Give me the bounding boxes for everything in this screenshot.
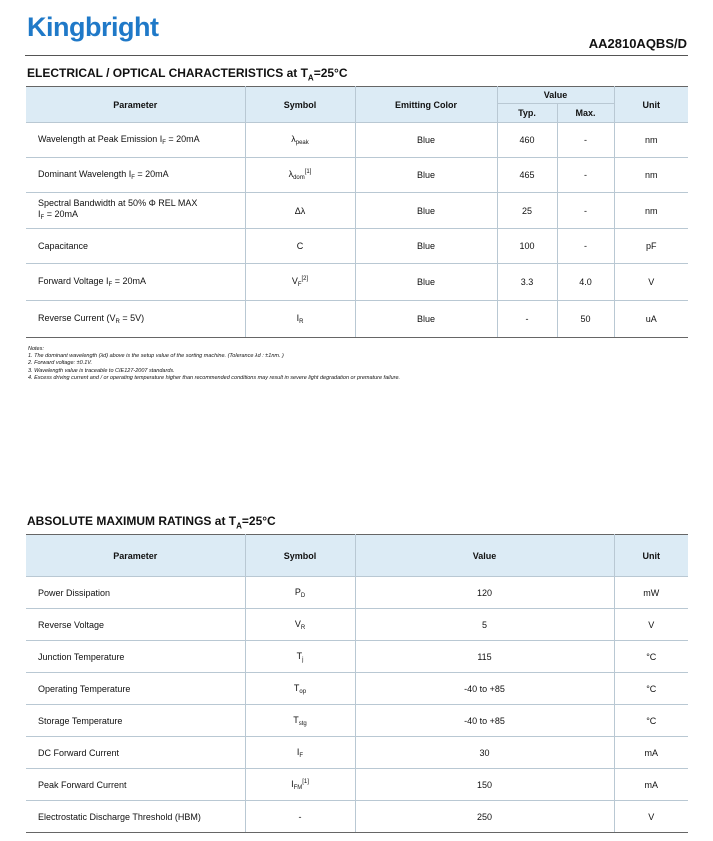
param-cell bbox=[26, 158, 245, 193]
unit-cell: °C bbox=[614, 705, 688, 737]
symbol-sub: dom bbox=[293, 175, 305, 181]
color-cell: Blue bbox=[355, 229, 497, 264]
unit-cell: mW bbox=[614, 577, 688, 609]
value-cell: 30 bbox=[355, 737, 614, 769]
symbol-cell bbox=[245, 609, 355, 641]
unit-cell: uA bbox=[614, 301, 688, 338]
param-cell: Operating Temperature bbox=[26, 673, 245, 705]
electrical-title-text: ELECTRICAL / OPTICAL CHARACTERISTICS at T bbox=[27, 66, 308, 80]
unit-cell: mA bbox=[614, 769, 688, 801]
absolute-ratings-table bbox=[26, 534, 688, 833]
color-cell: Blue bbox=[355, 123, 497, 158]
symbol-text: λ bbox=[288, 169, 294, 179]
table-row bbox=[26, 737, 688, 769]
symbol-note-ref: [1] bbox=[302, 778, 309, 785]
header-divider bbox=[25, 55, 688, 56]
typ-cell: 100 bbox=[497, 229, 557, 264]
symbol-note-ref: [1] bbox=[304, 169, 312, 175]
header-symbol: Symbol bbox=[245, 535, 355, 577]
param-text: Reverse Current (V bbox=[38, 313, 116, 323]
note-item: 3. Wavelength value is traceable to CIE127-2007 standards. bbox=[28, 367, 175, 374]
symbol-cell bbox=[245, 158, 355, 193]
symbol-cell bbox=[245, 264, 355, 301]
max-cell: - bbox=[557, 193, 614, 229]
param-tail: = 5V) bbox=[119, 313, 145, 323]
value-cell: 250 bbox=[355, 801, 614, 833]
symbol-note-ref: [2] bbox=[301, 276, 309, 282]
symbol-text: I bbox=[296, 313, 300, 323]
symbol-cell: - bbox=[245, 801, 355, 833]
value-cell: -40 to +85 bbox=[355, 705, 614, 737]
table-row bbox=[26, 301, 688, 338]
symbol-cell bbox=[245, 737, 355, 769]
unit-cell: nm bbox=[614, 123, 688, 158]
note-item: 1. The dominant wavelength (λd) above is the setup value of the sorting machine. (Tolerance λd : ±1nm. ) bbox=[28, 353, 284, 360]
param-cell: Electrostatic Discharge Threshold (HBM) bbox=[26, 801, 245, 833]
header-parameter: Parameter bbox=[26, 87, 245, 123]
header-parameter: Parameter bbox=[26, 535, 245, 577]
notes-heading: Notes: bbox=[28, 346, 44, 352]
typ-cell: 460 bbox=[497, 123, 557, 158]
max-cell: 50 bbox=[557, 301, 614, 338]
table-row bbox=[26, 158, 688, 193]
typ-cell: 465 bbox=[497, 158, 557, 193]
header-max: Max. bbox=[557, 104, 614, 123]
table-row bbox=[26, 705, 688, 737]
param-cell: Capacitance bbox=[26, 229, 245, 264]
value-cell: 150 bbox=[355, 769, 614, 801]
header-value: Value bbox=[355, 535, 614, 577]
unit-cell: V bbox=[614, 801, 688, 833]
symbol-sub: op bbox=[299, 688, 307, 695]
param-line2: I bbox=[38, 208, 41, 219]
kingbright-logo: Kingbright bbox=[27, 12, 159, 42]
param-cell: Junction Temperature bbox=[26, 641, 245, 673]
param-sub: R bbox=[115, 319, 120, 325]
table-row bbox=[26, 193, 688, 229]
note-item: 4. Excess driving current and / or operating temperature higher than recommended conditions may result in severe light degradation or premature failure. bbox=[28, 374, 401, 381]
max-cell: - bbox=[557, 229, 614, 264]
param-cell: Power Dissipation bbox=[26, 577, 245, 609]
table-row bbox=[26, 769, 688, 801]
symbol-cell bbox=[245, 705, 355, 737]
param-cell: Storage Temperature bbox=[26, 705, 245, 737]
max-cell: - bbox=[557, 123, 614, 158]
absolute-title-sub: A bbox=[236, 521, 242, 531]
typ-cell: - bbox=[497, 301, 557, 338]
param-text: Spectral Bandwidth at 50% Φ REL MAX bbox=[38, 197, 198, 208]
notes-block bbox=[28, 346, 400, 382]
param-tail: = 20mA bbox=[112, 276, 146, 286]
param-text: Forward Voltage I bbox=[38, 276, 109, 286]
symbol-text: λ bbox=[291, 134, 296, 144]
electrical-section-title bbox=[27, 66, 348, 82]
symbol-sub: F bbox=[297, 282, 302, 288]
symbol-cell: Δλ bbox=[245, 193, 355, 229]
symbol-sub: stg bbox=[298, 720, 307, 727]
table-row bbox=[26, 673, 688, 705]
symbol-sub: peak bbox=[295, 140, 309, 146]
param-tail: = 20mA bbox=[44, 208, 78, 219]
param-cell bbox=[26, 264, 245, 301]
symbol-text: I bbox=[296, 746, 300, 757]
electrical-title-tail: =25°C bbox=[313, 66, 348, 80]
table-row bbox=[26, 801, 688, 833]
param-cell bbox=[26, 193, 245, 229]
value-cell: -40 to +85 bbox=[355, 673, 614, 705]
absolute-title-text: ABSOLUTE MAXIMUM RATINGS at T bbox=[27, 514, 237, 528]
color-cell: Blue bbox=[355, 193, 497, 229]
symbol-cell bbox=[245, 301, 355, 338]
symbol-text: T bbox=[293, 682, 300, 693]
header-value: Value bbox=[497, 87, 614, 104]
color-cell: Blue bbox=[355, 264, 497, 301]
absolute-section-title bbox=[27, 514, 276, 530]
param-text: Wavelength at Peak Emission I bbox=[38, 134, 163, 144]
param-cell: DC Forward Current bbox=[26, 737, 245, 769]
header-emitting-color: Emitting Color bbox=[355, 87, 497, 123]
table-row bbox=[26, 641, 688, 673]
color-cell: Blue bbox=[355, 158, 497, 193]
symbol-text: P bbox=[294, 586, 301, 597]
symbol-text: T bbox=[293, 714, 299, 725]
color-cell: Blue bbox=[355, 301, 497, 338]
unit-cell: V bbox=[614, 264, 688, 301]
symbol-cell bbox=[245, 641, 355, 673]
electrical-characteristics-table bbox=[26, 86, 688, 338]
param-cell bbox=[26, 301, 245, 338]
param-sub: F bbox=[108, 282, 113, 288]
table-row bbox=[26, 609, 688, 641]
unit-cell: mA bbox=[614, 737, 688, 769]
param-tail: = 20mA bbox=[165, 134, 200, 144]
symbol-cell bbox=[245, 577, 355, 609]
symbol-cell bbox=[245, 673, 355, 705]
symbol-cell bbox=[245, 123, 355, 158]
unit-cell: °C bbox=[614, 673, 688, 705]
header-typ: Typ. bbox=[497, 104, 557, 123]
param-cell: Peak Forward Current bbox=[26, 769, 245, 801]
unit-cell: nm bbox=[614, 158, 688, 193]
electrical-title-sub: A bbox=[307, 73, 314, 83]
symbol-sub: D bbox=[300, 592, 306, 599]
table-row bbox=[26, 264, 688, 301]
unit-cell: °C bbox=[614, 641, 688, 673]
value-cell: 120 bbox=[355, 577, 614, 609]
unit-cell: nm bbox=[614, 193, 688, 229]
typ-cell: 25 bbox=[497, 193, 557, 229]
max-cell: 4.0 bbox=[557, 264, 614, 301]
symbol-sub: F bbox=[299, 752, 304, 759]
symbol-sub: j bbox=[302, 656, 304, 663]
symbol-text: V bbox=[294, 618, 301, 629]
param-sub: F bbox=[162, 140, 166, 146]
symbol-cell: C bbox=[245, 229, 355, 264]
symbol-sub: R bbox=[299, 319, 304, 325]
symbol-text: V bbox=[291, 276, 298, 286]
note-item: 2. Forward voltage: ±0.1V. bbox=[28, 360, 93, 367]
max-cell: - bbox=[557, 158, 614, 193]
unit-cell: pF bbox=[614, 229, 688, 264]
param-cell: Reverse Voltage bbox=[26, 609, 245, 641]
param-sub: F bbox=[40, 214, 45, 221]
absolute-title-tail: =25°C bbox=[241, 514, 276, 528]
symbol-sub: FM bbox=[293, 784, 303, 791]
part-number: AA2810AQBS/D bbox=[588, 36, 687, 51]
typ-cell: 3.3 bbox=[497, 264, 557, 301]
param-sub: F bbox=[131, 175, 135, 181]
value-cell: 115 bbox=[355, 641, 614, 673]
unit-cell: V bbox=[614, 609, 688, 641]
param-tail: = 20mA bbox=[134, 169, 169, 179]
header-unit: Unit bbox=[614, 535, 688, 577]
param-text: Dominant Wavelength I bbox=[38, 169, 132, 179]
symbol-text: I bbox=[291, 778, 294, 789]
symbol-sub: R bbox=[300, 624, 306, 631]
param-cell bbox=[26, 123, 245, 158]
header-unit: Unit bbox=[614, 87, 688, 123]
value-cell: 5 bbox=[355, 609, 614, 641]
symbol-text: T bbox=[296, 650, 303, 661]
table-row bbox=[26, 123, 688, 158]
header-symbol: Symbol bbox=[245, 87, 355, 123]
symbol-cell bbox=[245, 769, 355, 801]
table-row bbox=[26, 229, 688, 264]
table-row bbox=[26, 577, 688, 609]
